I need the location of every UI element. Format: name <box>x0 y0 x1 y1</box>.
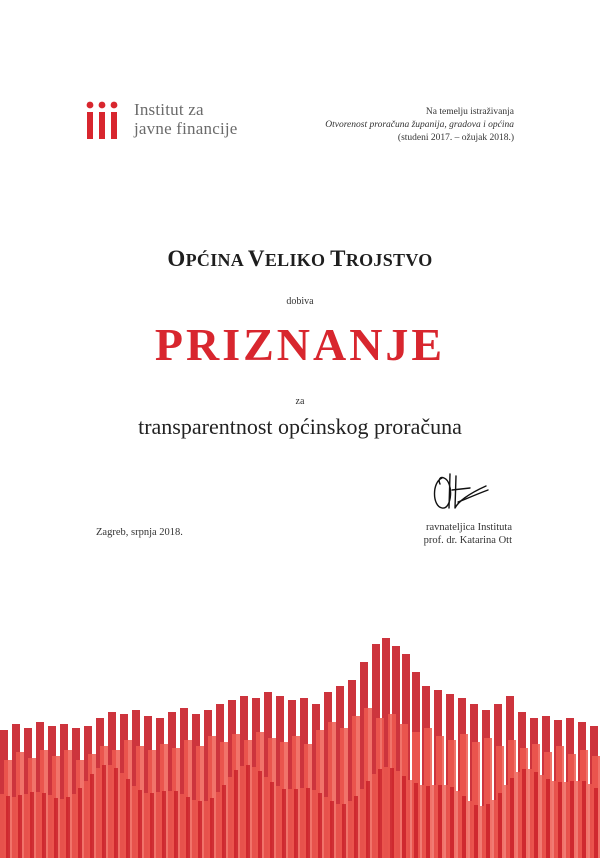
skyline-bar <box>546 779 550 858</box>
skyline-bar <box>318 793 322 858</box>
skyline-bar <box>510 778 514 858</box>
skyline-bar <box>582 781 586 858</box>
skyline-bar <box>516 772 520 858</box>
research-note <box>325 106 514 145</box>
skyline-bar <box>18 795 22 858</box>
skyline-bar <box>372 774 376 858</box>
skyline-bar <box>522 769 526 858</box>
skyline-bar <box>576 781 580 858</box>
skyline-bar <box>192 800 196 858</box>
skyline-bar <box>144 793 148 858</box>
skyline-bar <box>150 793 154 858</box>
signatory-block <box>424 521 512 547</box>
skyline-bar <box>72 794 76 858</box>
signatory-name: prof. dr. Katarina Ott <box>423 535 512 546</box>
award-title: PRIZNANJE <box>154 319 446 370</box>
skyline-bar <box>54 798 58 858</box>
skyline-bar <box>330 801 334 858</box>
skyline-bar <box>246 765 250 858</box>
skyline-bar <box>282 789 286 858</box>
skyline-bar <box>438 785 442 858</box>
skyline-bar <box>162 791 166 858</box>
skyline-bar <box>132 786 136 858</box>
skyline-bar <box>12 797 16 858</box>
skyline-bar <box>264 777 268 858</box>
recipient-rest-1: PĆINA <box>185 250 248 270</box>
za-text: za <box>295 396 305 407</box>
skyline-bar <box>258 771 262 858</box>
skyline-bar <box>108 765 112 858</box>
note-line-2: Otvorenost proračuna županija, gradova i općina <box>325 120 514 130</box>
skyline-bar <box>234 770 238 858</box>
skyline-bar <box>552 781 556 858</box>
skyline-bar <box>174 791 178 858</box>
iii-logo-icon <box>84 100 120 140</box>
skyline-bar <box>288 789 292 858</box>
place-date: Zagreb, srpnja 2018. <box>96 527 183 538</box>
skyline-bar <box>486 804 490 858</box>
note-line-3: (studeni 2017. – ožujak 2018.) <box>397 133 514 143</box>
skyline-bar <box>204 801 208 858</box>
skyline-bar <box>276 786 280 858</box>
skyline-bar <box>450 787 454 858</box>
skyline-bar <box>168 791 172 858</box>
skyline-bar <box>498 793 502 858</box>
skyline-bar <box>96 768 100 858</box>
skyline-bar <box>210 798 214 858</box>
skyline-bar <box>402 776 406 858</box>
skyline-bar <box>66 797 70 858</box>
skyline-bar <box>270 782 274 858</box>
skyline-bar <box>366 781 370 858</box>
skyline-bar <box>462 796 466 858</box>
skyline-bar <box>348 801 352 858</box>
recipient-name <box>0 246 600 272</box>
skyline-bar <box>324 797 328 858</box>
skyline-bar <box>252 767 256 858</box>
skyline-bar <box>120 773 124 858</box>
skyline-bar <box>84 781 88 858</box>
skyline-bar <box>90 774 94 858</box>
logo-wordmark <box>134 100 238 138</box>
skyline-bar <box>216 792 220 858</box>
skyline-bar <box>558 782 562 858</box>
skyline-bar <box>78 788 82 858</box>
skyline-bar <box>180 794 184 858</box>
skyline-bar <box>492 800 496 858</box>
skyline-bar <box>300 788 304 858</box>
skyline-bar <box>186 797 190 858</box>
skyline-bar <box>564 782 568 858</box>
signature-icon <box>428 472 498 523</box>
skyline-bar <box>594 788 598 858</box>
skyline-bar <box>480 806 484 858</box>
skyline-bar <box>408 780 412 858</box>
skyline-bar <box>60 799 64 858</box>
skyline-bar <box>540 775 544 858</box>
skyline-bar <box>534 772 538 858</box>
recipient-initial-3: T <box>330 246 346 271</box>
skyline-bar <box>504 785 508 858</box>
recipient-rest-3: ROJSTVO <box>345 250 433 270</box>
skyline-bar <box>102 765 106 858</box>
skyline-bar <box>222 785 226 858</box>
institute-logo <box>84 100 238 140</box>
skyline-bar <box>6 796 10 858</box>
skyline-bar <box>342 804 346 858</box>
skyline-bar <box>306 788 310 858</box>
award-subject: transparentnost općinskog proračuna <box>138 414 462 439</box>
skyline-bar <box>126 779 130 858</box>
skyline-bar <box>138 790 142 858</box>
recipient-rest-2: ELIKO <box>264 250 331 270</box>
skyline-bar <box>426 786 430 858</box>
skyline-bar <box>294 789 298 858</box>
skyline-bar <box>0 794 4 858</box>
skyline-bar <box>570 781 574 858</box>
skyline-bar <box>198 801 202 858</box>
logo-line-1: Institut za <box>134 100 204 119</box>
skyline-bar <box>474 805 478 858</box>
skyline-bar <box>312 790 316 858</box>
skyline-bar <box>432 785 436 858</box>
skyline-bar <box>390 768 394 858</box>
skyline-bar <box>114 768 118 858</box>
recipient-initial-1: O <box>167 246 186 271</box>
skyline-bar <box>420 785 424 858</box>
skyline-bar <box>588 784 592 858</box>
skyline-bar <box>48 795 52 858</box>
skyline-bar <box>468 801 472 858</box>
skyline-bar <box>354 796 358 858</box>
note-line-1: Na temelju istraživanja <box>425 107 514 117</box>
skyline-bar <box>30 792 34 858</box>
skyline-bar <box>24 794 28 858</box>
skyline-bar <box>456 791 460 858</box>
skyline-bar <box>240 766 244 858</box>
skyline-bar <box>228 777 232 858</box>
skyline-bar <box>444 785 448 858</box>
skyline-bar <box>360 789 364 858</box>
signatory-role: ravnateljica Instituta <box>425 522 512 533</box>
skyline-bar <box>378 769 382 858</box>
skyline-bar <box>384 767 388 858</box>
skyline-bar <box>396 771 400 858</box>
logo-line-2: javne financije <box>134 119 238 138</box>
skyline-bar <box>414 783 418 858</box>
skyline-bar <box>528 769 532 858</box>
skyline-bar <box>336 804 340 858</box>
skyline-bar <box>42 793 46 858</box>
skyline-graphic <box>0 600 600 858</box>
skyline-bar <box>36 792 40 858</box>
dobiva-text: dobiva <box>286 296 314 307</box>
recipient-initial-2: V <box>247 246 265 271</box>
skyline-bar <box>156 792 160 858</box>
